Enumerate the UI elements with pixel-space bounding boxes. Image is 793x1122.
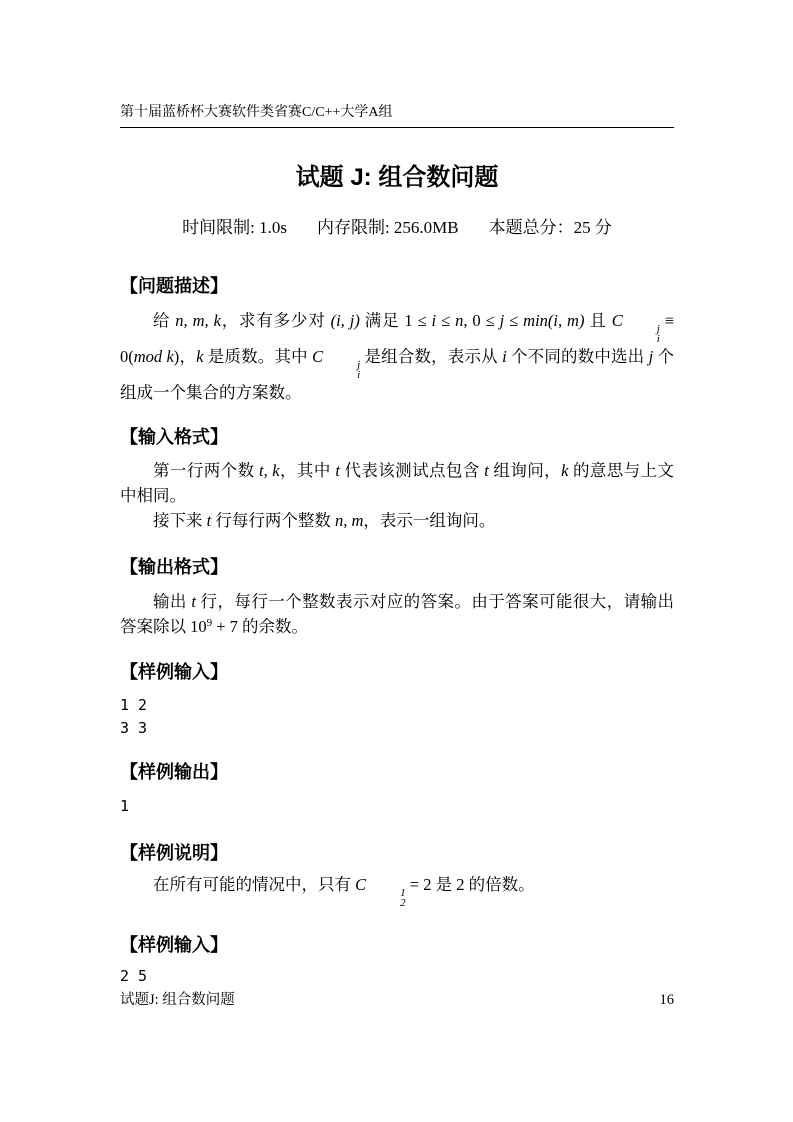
page-title: 试题 J: 组合数问题 — [295, 164, 499, 191]
text-run: 行每行两个整数 — [211, 511, 335, 530]
section-heading: 【样例输出】 — [120, 762, 228, 782]
memory-limit: 内存限制: 256.0MB — [316, 218, 459, 237]
combination-subscript: 2 — [400, 897, 406, 909]
code-line: 3 3 — [120, 719, 148, 737]
math-variable: k — [561, 461, 569, 480]
text-run: 且 — [584, 311, 612, 330]
text-run: ≤ — [436, 311, 456, 330]
math-variable: t — [335, 461, 340, 480]
text-run: ，表示一组询问。 — [363, 511, 496, 530]
sample-input-block — [120, 965, 674, 988]
section-problem-description — [120, 274, 674, 405]
text-run: , 0 ≤ — [463, 311, 500, 330]
math-variable: i — [431, 311, 437, 330]
text-run: 第一行两个数 — [153, 461, 260, 480]
math-variable: (i, j) — [330, 311, 360, 330]
code-line: 2 5 — [120, 967, 148, 985]
text-run: 代表该测试点包含 — [339, 461, 485, 480]
text-run: 是组合数，表示从 — [360, 347, 503, 366]
section-heading: 【问题描述】 — [120, 276, 228, 296]
math-variable: min(i, m) — [523, 311, 585, 330]
text-run: 组询问， — [488, 461, 562, 480]
section-sample-explanation — [120, 841, 674, 908]
text-run: 个组成一个集合的方案数。 — [120, 347, 675, 402]
running-footer — [120, 991, 674, 1009]
combination-superscript: j — [357, 359, 361, 371]
page-content — [120, 0, 674, 988]
text-run: 满足 1 ≤ — [359, 311, 432, 330]
sample-output-block — [120, 795, 674, 818]
text-run: 个不同的数中选出 — [506, 347, 649, 366]
code-line: 1 2 — [120, 696, 148, 714]
combination-base: C — [355, 875, 367, 894]
code-line: 1 — [120, 797, 130, 815]
math-variable: k — [196, 347, 204, 366]
sample-input-block — [120, 694, 674, 740]
paragraph — [120, 308, 674, 405]
text-run: 的意思与上文中相同。 — [120, 461, 675, 505]
math-variable: j — [499, 311, 505, 330]
math-variable: i — [502, 347, 507, 366]
text-run: 接下来 — [153, 511, 207, 530]
section-heading: 【样例输入】 — [120, 662, 228, 682]
running-header: 第十届蓝桥杯大赛软件类省赛C/C++大学A组 — [120, 104, 674, 128]
section-sample-input-2 — [120, 933, 674, 988]
text-run: ，求有多少对 — [220, 311, 331, 330]
paragraph — [120, 458, 674, 508]
combination-superscript: j — [656, 323, 660, 335]
text-run: ≤ — [504, 311, 524, 330]
total-score: 本题总分：25 分 — [488, 218, 612, 237]
math-variable: t — [206, 511, 212, 530]
section-sample-output-1 — [120, 760, 674, 818]
footer-page-number: 16 — [659, 992, 674, 1008]
combination-symbol — [312, 347, 361, 381]
section-heading: 【样例输入】 — [120, 935, 228, 955]
combination-superscript: 1 — [400, 887, 406, 899]
math-variable: n, m — [334, 511, 364, 530]
combination-symbol — [611, 311, 660, 345]
combination-scripts — [624, 324, 660, 344]
limits-line — [120, 217, 674, 239]
combination-base: C — [312, 347, 324, 366]
section-heading: 【输入格式】 — [120, 427, 228, 447]
section-input-format — [120, 425, 674, 533]
text-run: = 2 是 2 的倍数。 — [405, 875, 535, 894]
math-variable: mod k — [133, 347, 174, 366]
section-heading: 【输出格式】 — [120, 557, 228, 577]
text-run: ≡ 0( — [120, 311, 675, 366]
math-variable: t — [191, 592, 196, 611]
combination-scripts — [324, 360, 360, 380]
time-limit: 时间限制: 1.0s — [182, 218, 287, 237]
text-run: 是质数。其中 — [203, 347, 313, 366]
text-run: + 7 的余数。 — [212, 617, 309, 636]
section-heading: 【样例说明】 — [120, 843, 228, 863]
math-variable: t — [484, 461, 489, 480]
footer-title: 试题J: 组合数问题 — [120, 992, 235, 1008]
math-variable: j — [648, 347, 654, 366]
text-run: )， — [173, 347, 197, 366]
text-run: 在所有可能的情况中，只有 — [153, 875, 356, 894]
superscript: 9 — [206, 617, 213, 629]
combination-subscript: i — [357, 369, 361, 381]
combination-subscript: i — [656, 333, 660, 345]
section-sample-input-1 — [120, 660, 674, 740]
paragraph — [120, 508, 674, 533]
paragraph — [120, 872, 674, 908]
text-run: 输出 — [153, 592, 192, 611]
math-variable: n — [455, 311, 464, 330]
section-output-format — [120, 555, 674, 639]
combination-symbol — [355, 875, 406, 909]
paragraph — [120, 589, 674, 639]
text-run: ，其中 — [279, 461, 336, 480]
math-variable: n, m, k — [175, 311, 221, 330]
text-run: 行，每行一个整数表示对应的答案。由于答案可能很大，请输出答案除以 10 — [120, 592, 675, 636]
combination-scripts — [367, 888, 406, 908]
combination-base: C — [611, 311, 623, 330]
text-run: 给 — [153, 311, 176, 330]
math-variable: t, k — [259, 461, 280, 480]
